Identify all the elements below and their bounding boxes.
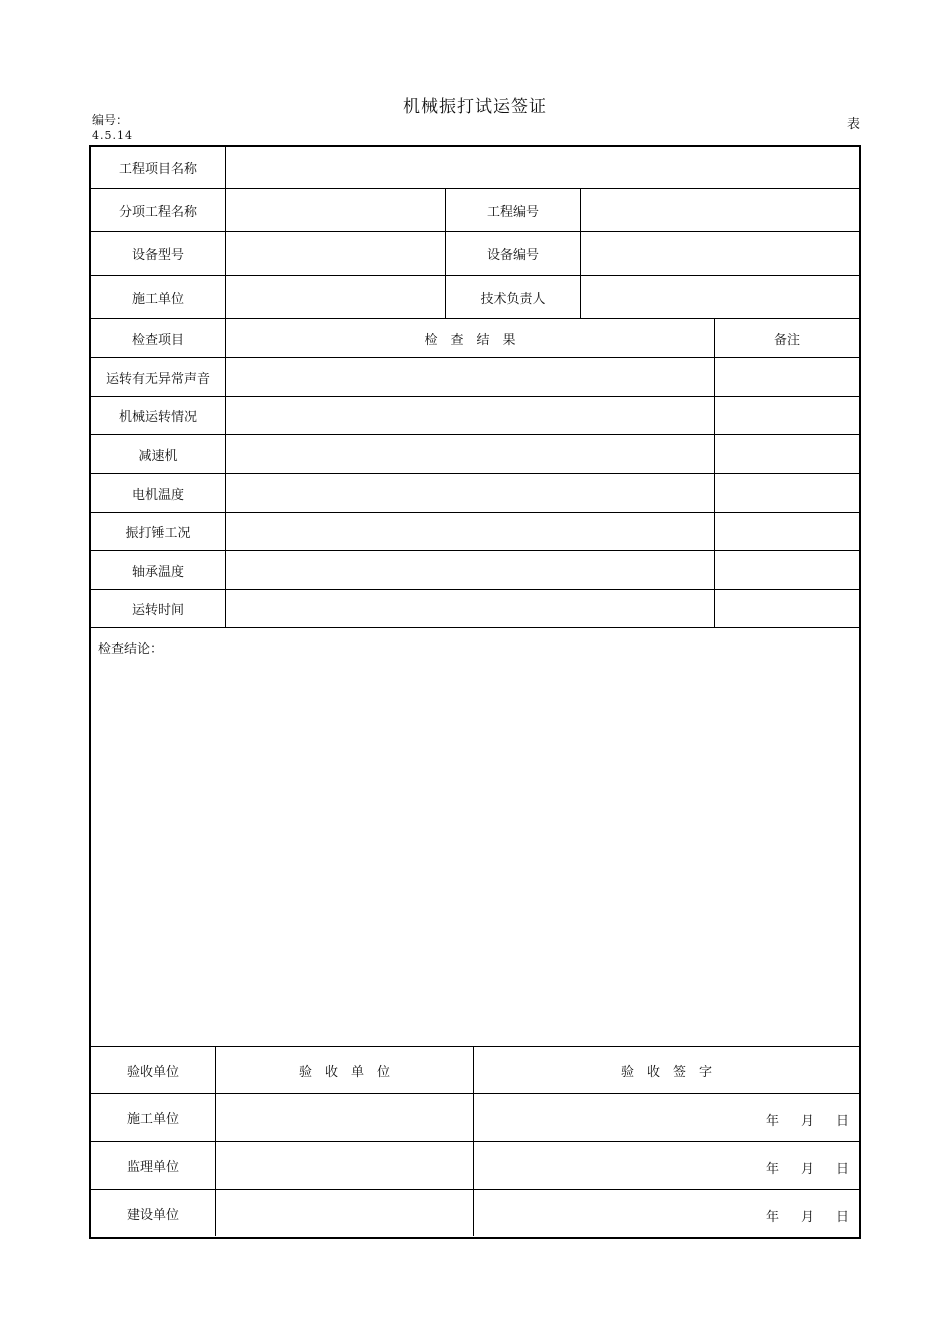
acceptance-unit-name-header: 验 收 单 位 [298, 1064, 390, 1080]
page-title: 机械振打试运签证 [403, 97, 547, 117]
project-number-label: 工程编号 [486, 204, 539, 220]
month-label: 月 [801, 1162, 815, 1177]
check-item-label: 振打锤工况 [125, 526, 191, 541]
technical-lead-field[interactable] [581, 276, 859, 318]
form-number [92, 113, 133, 143]
check-item-label: 电机温度 [131, 487, 184, 503]
number-label: 编号： [92, 113, 129, 127]
check-item-label: 机械运转情况 [118, 410, 197, 425]
check-item-label: 减速机 [138, 448, 178, 464]
check-result-field[interactable] [226, 590, 714, 627]
construction-unit-field[interactable] [226, 276, 445, 318]
check-result-field[interactable] [226, 397, 714, 434]
acceptance-row-label: 监理单位 [126, 1160, 179, 1175]
day-label: 日 [836, 1114, 850, 1129]
construction-unit-label: 施工单位 [131, 291, 184, 307]
check-result-field[interactable] [226, 513, 714, 550]
conclusion-label: 检查结论： [98, 642, 164, 657]
equipment-number-field[interactable] [581, 232, 859, 275]
acceptance-unit-field[interactable] [216, 1094, 473, 1141]
conclusion-field[interactable] [91, 660, 859, 1046]
acceptance-unit-field[interactable] [216, 1190, 473, 1236]
note-field[interactable] [715, 435, 859, 473]
check-result-field[interactable] [226, 551, 714, 589]
check-result-field[interactable] [226, 474, 714, 512]
acceptance-unit-field[interactable] [216, 1142, 473, 1189]
signature-date[interactable] [766, 1206, 849, 1225]
form-code: 4.5.14 [92, 129, 133, 142]
note-field[interactable] [715, 474, 859, 512]
equipment-model-field[interactable] [226, 232, 445, 275]
month-label: 月 [801, 1114, 815, 1129]
table-label: 表 [846, 117, 860, 132]
note-field[interactable] [715, 590, 859, 627]
check-item-label: 运转有无异常声音 [105, 371, 210, 387]
year-label: 年 [766, 1114, 780, 1129]
sub-project-name-label: 分项工程名称 [118, 204, 197, 220]
project-name-field[interactable] [226, 147, 859, 188]
check-result-field[interactable] [226, 435, 714, 473]
signature-date[interactable] [766, 1110, 849, 1129]
note-field[interactable] [715, 397, 859, 434]
note-field[interactable] [715, 513, 859, 550]
year-label: 年 [766, 1210, 780, 1225]
check-result-field[interactable] [226, 358, 714, 396]
equipment-number-label: 设备编号 [486, 248, 539, 263]
technical-lead-label: 技术负责人 [480, 291, 546, 307]
acceptance-row-label: 建设单位 [126, 1207, 179, 1223]
day-label: 日 [836, 1210, 850, 1225]
signature-date[interactable] [766, 1158, 849, 1177]
day-label: 日 [836, 1162, 850, 1177]
note-header: 备注 [773, 332, 800, 348]
year-label: 年 [766, 1162, 780, 1177]
acceptance-unit-header: 验收单位 [126, 1064, 179, 1080]
check-result-header: 检 查 结 果 [424, 332, 516, 348]
check-item-label: 轴承温度 [131, 564, 184, 580]
project-number-field[interactable] [581, 189, 859, 231]
note-field[interactable] [715, 358, 859, 396]
acceptance-row-label: 施工单位 [126, 1112, 179, 1127]
project-name-label: 工程项目名称 [118, 162, 197, 177]
row-divider [90, 627, 860, 628]
acceptance-signature-header: 验 收 签 字 [620, 1064, 712, 1080]
sub-project-name-field[interactable] [226, 189, 445, 231]
check-item-label: 运转时间 [131, 603, 184, 618]
equipment-model-label: 设备型号 [131, 248, 184, 263]
check-item-header: 检查项目 [131, 332, 184, 348]
note-field[interactable] [715, 551, 859, 589]
month-label: 月 [801, 1210, 815, 1225]
